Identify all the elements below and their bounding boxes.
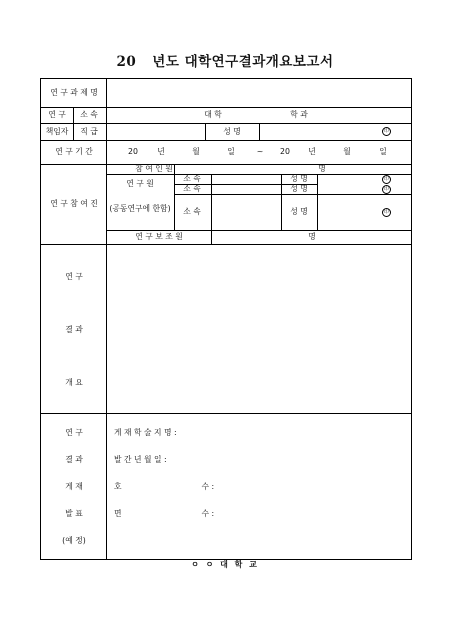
researchers-label: 연 구 원: [126, 179, 154, 189]
summary-label-1: 연 구: [65, 272, 83, 282]
divider: [41, 107, 411, 108]
divider: [41, 413, 411, 414]
seal-icon: 印: [383, 128, 389, 134]
issue-field[interactable]: 호 수 :: [114, 482, 215, 491]
journal-name-field[interactable]: 게 재 학 술 지 명 :: [114, 428, 177, 437]
researcher-group-label: 연 구: [48, 110, 66, 120]
university-footer: ㅇ ㅇ 대 학 교: [191, 560, 259, 569]
summary-label-2: 결 과: [65, 325, 83, 335]
seal-icon: 印: [383, 186, 389, 192]
assistant-count-unit: 명: [308, 232, 316, 242]
period-year-unit: 년: [157, 147, 165, 157]
divider: [41, 140, 411, 141]
participants-label: 연 구 참 여 진: [50, 199, 98, 209]
divider: [205, 123, 206, 140]
leader-label: 책임자: [45, 127, 69, 137]
publication-date-field[interactable]: 발 간 년 월 일 :: [114, 455, 167, 464]
sub-affiliation-label: 소 속: [183, 184, 201, 194]
publication-label-1: 연 구: [65, 428, 83, 438]
divider: [41, 164, 411, 165]
divider: [317, 174, 318, 230]
sub-affiliation-label: 소 속: [183, 174, 201, 184]
participant-count-unit: 명: [318, 164, 326, 174]
divider: [73, 107, 74, 140]
sub-name-label: 성 명: [290, 174, 308, 184]
title-text: 년도 대학연구결과개요보고서: [152, 54, 334, 70]
divider: [259, 123, 260, 140]
period-year-end[interactable]: 20: [280, 147, 290, 157]
report-form: [40, 78, 412, 560]
period-label: 연 구 기 간: [55, 147, 93, 157]
summary-label-3: 개 요: [65, 378, 83, 388]
divider: [281, 174, 282, 230]
publication-label-4: 발 표: [65, 509, 83, 519]
position-label: 직 급: [80, 127, 98, 137]
affiliation-label: 소 속: [80, 110, 98, 120]
sub-name-label: 성 명: [290, 207, 308, 217]
period-year-start[interactable]: 20: [128, 147, 138, 157]
report-title: [0, 50, 450, 70]
seal-icon: 印: [383, 176, 389, 182]
divider: [106, 230, 411, 231]
project-name-label: 연 구 과 제 명: [50, 88, 98, 98]
pages-field[interactable]: 면 수 :: [114, 509, 215, 518]
sub-affiliation-label: 소 속: [183, 207, 201, 217]
divider: [41, 123, 411, 124]
period-day-unit: 일: [379, 147, 387, 157]
department-field[interactable]: 학 과: [290, 110, 308, 120]
period-separator: ~: [256, 147, 264, 157]
participant-count-label: 참 여 인 원: [135, 164, 173, 174]
assistant-label: 연 구 보 조 원: [135, 232, 183, 242]
period-day-unit: 일: [227, 147, 235, 157]
joint-research-note: (공동연구에 한함): [109, 204, 171, 214]
period-year-unit: 년: [308, 147, 316, 157]
sub-name-label: 성 명: [290, 184, 308, 194]
name-label: 성 명: [223, 127, 241, 137]
publication-label-2: 결 과: [65, 455, 83, 465]
university-field[interactable]: 대 학: [204, 110, 222, 120]
divider: [211, 174, 212, 244]
period-month-unit: 월: [343, 147, 351, 157]
seal-icon: 印: [383, 209, 389, 215]
divider: [174, 164, 175, 230]
publication-label-3: 게 재: [65, 482, 83, 492]
title-year: 20: [116, 54, 137, 70]
divider: [106, 79, 107, 559]
divider: [174, 194, 411, 195]
period-month-unit: 월: [192, 147, 200, 157]
divider: [106, 174, 411, 175]
publication-label-5: (예 정): [62, 536, 86, 546]
divider: [41, 244, 411, 245]
